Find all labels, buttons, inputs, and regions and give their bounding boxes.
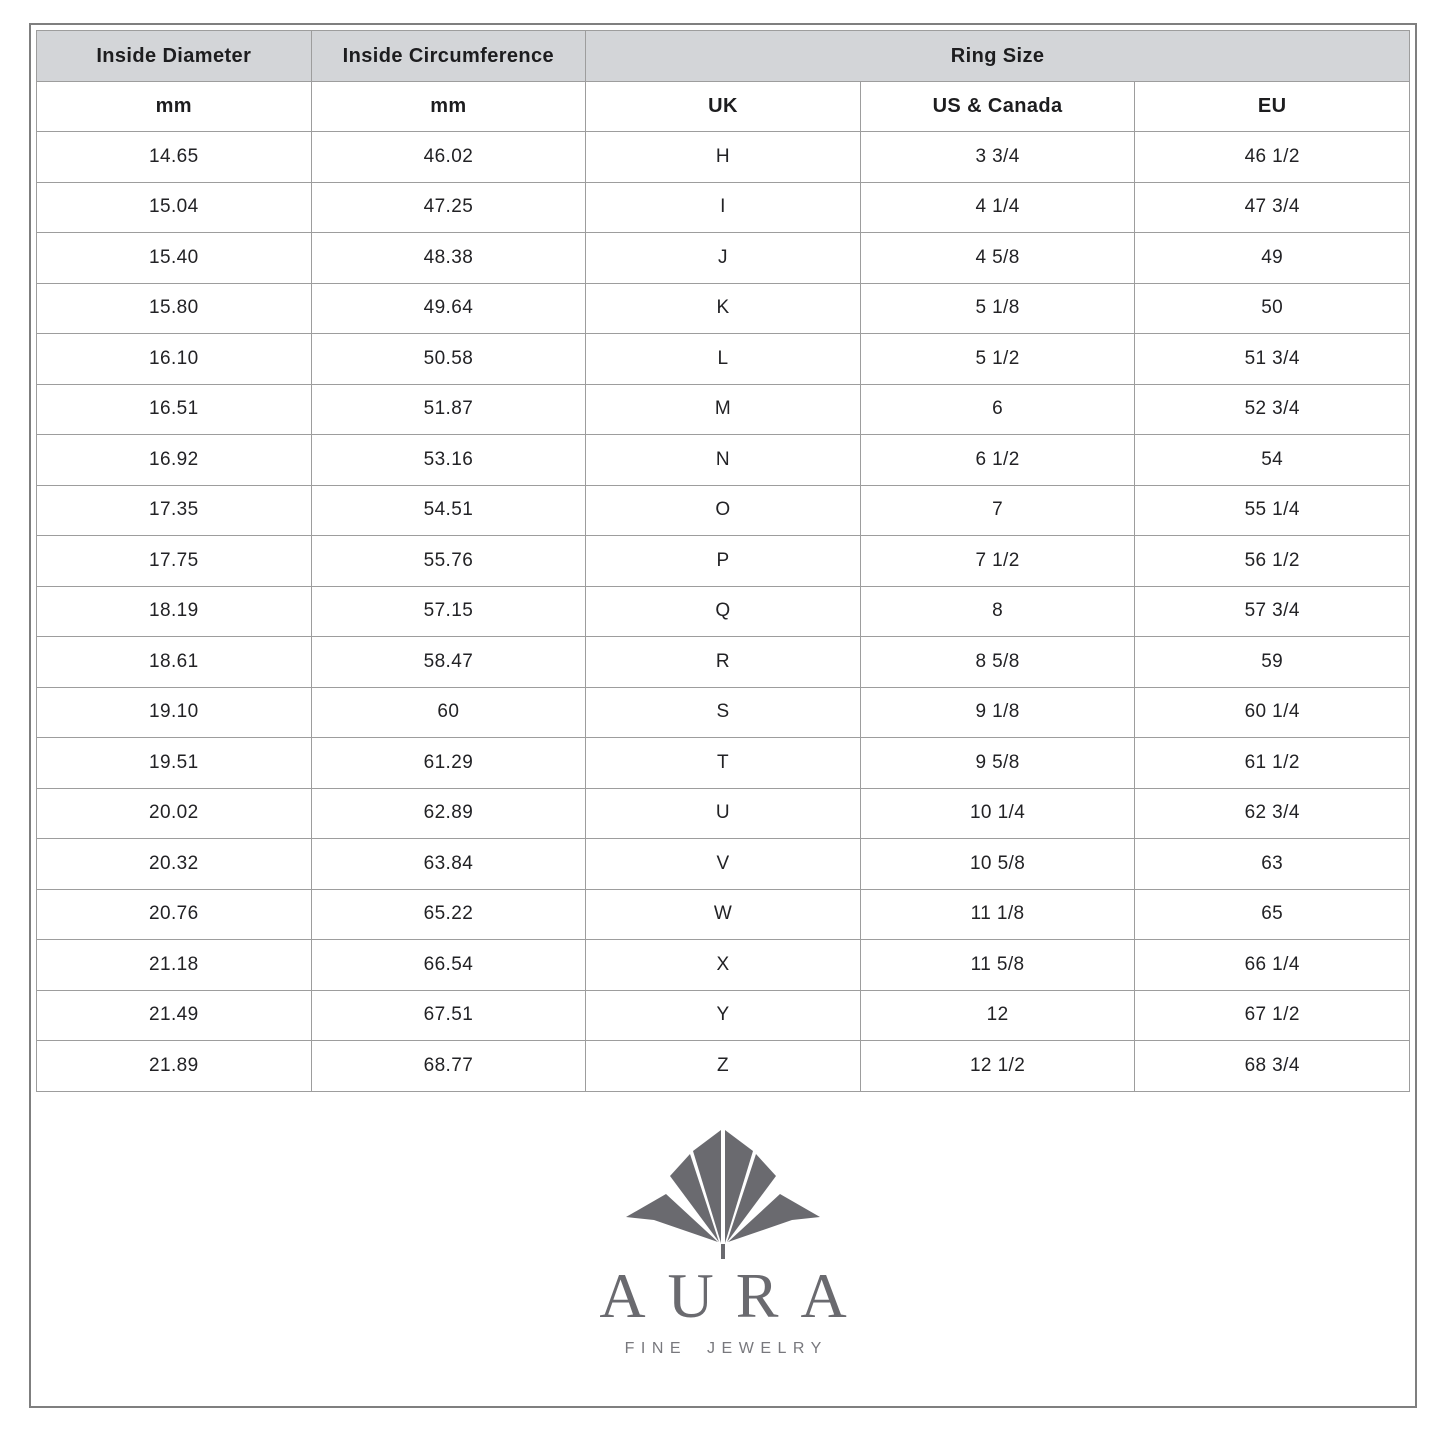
table-row	[37, 990, 1410, 1041]
table-cell: 62 3/4	[1135, 788, 1410, 839]
table-cell: 16.10	[37, 334, 312, 385]
table-cell: 15.80	[37, 283, 312, 334]
table-cell: 49	[1135, 233, 1410, 284]
table-cell: 47 3/4	[1135, 182, 1410, 233]
table-cell: 49.64	[311, 283, 586, 334]
table-cell: V	[586, 839, 861, 890]
table-cell: 6	[860, 384, 1135, 435]
table-cell: K	[586, 283, 861, 334]
table-row	[37, 940, 1410, 991]
table-cell: 9 1/8	[860, 687, 1135, 738]
subheader-us-canada: US & Canada	[860, 82, 1135, 132]
header-ring-size: Ring Size	[586, 31, 1410, 82]
table-cell: L	[586, 334, 861, 385]
subheader-diameter-unit: mm	[37, 82, 312, 132]
table-cell: 18.61	[37, 637, 312, 688]
table-row	[37, 283, 1410, 334]
table-cell: 3 3/4	[860, 132, 1135, 183]
table-cell: R	[586, 637, 861, 688]
table-row	[37, 839, 1410, 890]
table-cell: 51.87	[311, 384, 586, 435]
brand-name: AURA	[599, 1259, 869, 1331]
table-header-row	[37, 31, 1410, 82]
brand-logo	[36, 1120, 1410, 1358]
table-cell: 58.47	[311, 637, 586, 688]
subheader-uk: UK	[586, 82, 861, 132]
table-cell: 50	[1135, 283, 1410, 334]
table-cell: O	[586, 485, 861, 536]
subheader-eu: EU	[1135, 82, 1410, 132]
table-cell: 48.38	[311, 233, 586, 284]
table-cell: 7	[860, 485, 1135, 536]
table-cell: 17.75	[37, 536, 312, 587]
table-cell: 65.22	[311, 889, 586, 940]
table-cell: 46 1/2	[1135, 132, 1410, 183]
table-cell: Z	[586, 1041, 861, 1092]
table-cell: 68 3/4	[1135, 1041, 1410, 1092]
table-cell: W	[586, 889, 861, 940]
table-cell: I	[586, 182, 861, 233]
table-row	[37, 536, 1410, 587]
table-row	[37, 1041, 1410, 1092]
table-cell: 20.32	[37, 839, 312, 890]
table-cell: 4 5/8	[860, 233, 1135, 284]
table-cell: 21.49	[37, 990, 312, 1041]
table-cell: 67.51	[311, 990, 586, 1041]
table-cell: 10 1/4	[860, 788, 1135, 839]
table-row	[37, 384, 1410, 435]
table-cell: 15.04	[37, 182, 312, 233]
table-cell: 68.77	[311, 1041, 586, 1092]
table-cell: 15.40	[37, 233, 312, 284]
table-cell: 53.16	[311, 435, 586, 486]
subheader-circumference-unit: mm	[311, 82, 586, 132]
table-cell: 56 1/2	[1135, 536, 1410, 587]
table-cell: 4 1/4	[860, 182, 1135, 233]
table-cell: 67 1/2	[1135, 990, 1410, 1041]
table-cell: 50.58	[311, 334, 586, 385]
table-cell: Q	[586, 586, 861, 637]
header-inside-diameter: Inside Diameter	[37, 31, 312, 82]
table-row	[37, 586, 1410, 637]
table-row	[37, 889, 1410, 940]
table-cell: 54	[1135, 435, 1410, 486]
table-cell: 60	[311, 687, 586, 738]
table-cell: 65	[1135, 889, 1410, 940]
table-cell: 9 5/8	[860, 738, 1135, 789]
table-row	[37, 485, 1410, 536]
table-cell: Y	[586, 990, 861, 1041]
table-cell: P	[586, 536, 861, 587]
table-row	[37, 738, 1410, 789]
table-cell: 5 1/8	[860, 283, 1135, 334]
table-cell: J	[586, 233, 861, 284]
table-cell: 52 3/4	[1135, 384, 1410, 435]
table-cell: 20.76	[37, 889, 312, 940]
table-cell: 12	[860, 990, 1135, 1041]
table-body	[37, 132, 1410, 1092]
table-cell: 55 1/4	[1135, 485, 1410, 536]
table-cell: T	[586, 738, 861, 789]
table-cell: H	[586, 132, 861, 183]
table-cell: 54.51	[311, 485, 586, 536]
table-cell: 61 1/2	[1135, 738, 1410, 789]
header-inside-circumference: Inside Circumference	[311, 31, 586, 82]
table-cell: 62.89	[311, 788, 586, 839]
table-cell: 21.18	[37, 940, 312, 991]
table-cell: 20.02	[37, 788, 312, 839]
table-cell: M	[586, 384, 861, 435]
table-cell: 46.02	[311, 132, 586, 183]
table-cell: 19.10	[37, 687, 312, 738]
table-row	[37, 637, 1410, 688]
table-cell: 11 1/8	[860, 889, 1135, 940]
table-cell: X	[586, 940, 861, 991]
table-cell: 55.76	[311, 536, 586, 587]
table-row	[37, 334, 1410, 385]
table-cell: 10 5/8	[860, 839, 1135, 890]
table-row	[37, 435, 1410, 486]
table-cell: 60 1/4	[1135, 687, 1410, 738]
table-row	[37, 788, 1410, 839]
fan-icon	[590, 1120, 856, 1262]
table-cell: 21.89	[37, 1041, 312, 1092]
table-cell: 11 5/8	[860, 940, 1135, 991]
table-cell: 12 1/2	[860, 1041, 1135, 1092]
table-cell: 66 1/4	[1135, 940, 1410, 991]
table-cell: 57.15	[311, 586, 586, 637]
table-cell: 66.54	[311, 940, 586, 991]
table-cell: 59	[1135, 637, 1410, 688]
table-cell: 61.29	[311, 738, 586, 789]
table-cell: 18.19	[37, 586, 312, 637]
table-cell: 14.65	[37, 132, 312, 183]
table-cell: U	[586, 788, 861, 839]
table-cell: 51 3/4	[1135, 334, 1410, 385]
table-subheader-row	[37, 82, 1410, 132]
table-row	[37, 182, 1410, 233]
table-cell: 63	[1135, 839, 1410, 890]
brand-tagline: FINE JEWELRY	[624, 1339, 828, 1357]
table-cell: 6 1/2	[860, 435, 1135, 486]
table-cell: 17.35	[37, 485, 312, 536]
table-row	[37, 132, 1410, 183]
outer-frame	[29, 23, 1417, 1408]
table-cell: 47.25	[311, 182, 586, 233]
table-row	[37, 687, 1410, 738]
table-cell: 16.92	[37, 435, 312, 486]
table-cell: 8 5/8	[860, 637, 1135, 688]
table-cell: 57 3/4	[1135, 586, 1410, 637]
table-cell: 7 1/2	[860, 536, 1135, 587]
ring-size-table	[36, 30, 1410, 1092]
table-cell: 8	[860, 586, 1135, 637]
table-row	[37, 233, 1410, 284]
table-cell: 19.51	[37, 738, 312, 789]
table-cell: 16.51	[37, 384, 312, 435]
table-cell: S	[586, 687, 861, 738]
table-cell: 5 1/2	[860, 334, 1135, 385]
table-cell: N	[586, 435, 861, 486]
table-cell: 63.84	[311, 839, 586, 890]
